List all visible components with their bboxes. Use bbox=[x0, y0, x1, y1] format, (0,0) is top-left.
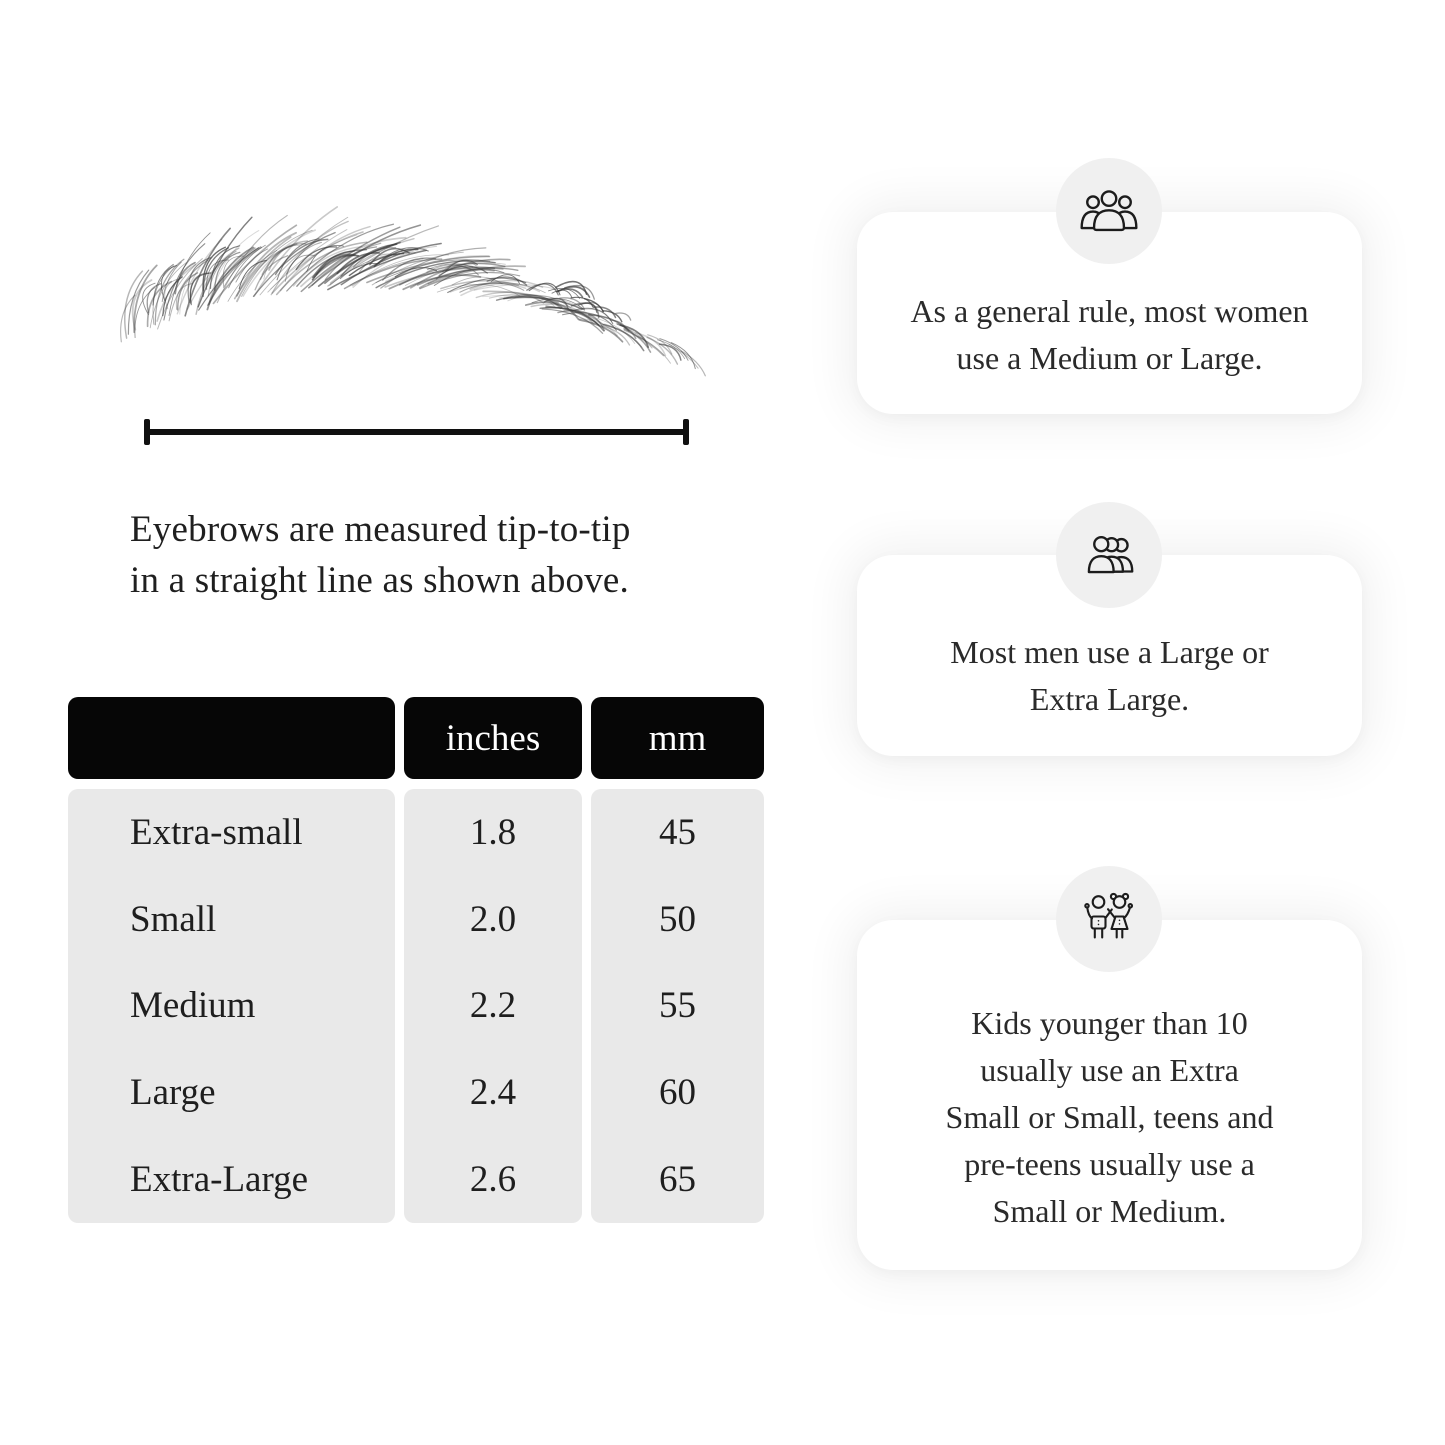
table-column-inches bbox=[404, 789, 582, 1223]
eyebrow-sketch bbox=[105, 238, 705, 396]
card-text-line: Small or Small, teens and bbox=[945, 1099, 1274, 1135]
table-cell: Medium bbox=[130, 985, 256, 1027]
table-cell: 1.8 bbox=[469, 811, 517, 853]
card-text-line: Kids younger than 10 bbox=[971, 1005, 1248, 1041]
caption-line: Eyebrows are measured tip-to-tip bbox=[130, 509, 631, 550]
table-header-inches: inches bbox=[404, 697, 582, 779]
table-header-row bbox=[68, 697, 764, 779]
table-body bbox=[68, 789, 764, 1223]
card-text-line: usually use an Extra bbox=[980, 1052, 1239, 1088]
caption-line: in a straight line as shown above. bbox=[130, 560, 630, 601]
table-header-mm: mm bbox=[591, 697, 764, 779]
table-cell: 45 bbox=[659, 811, 696, 853]
measure-cap-right bbox=[683, 419, 689, 445]
card-text-line: use a Medium or Large. bbox=[956, 340, 1263, 376]
table-cell: 50 bbox=[659, 898, 696, 940]
card-text-line: Small or Medium. bbox=[992, 1193, 1227, 1229]
measurement-line bbox=[146, 429, 687, 435]
card-text-line: Most men use a Large or bbox=[950, 634, 1269, 670]
size-table bbox=[68, 697, 764, 1223]
table-cell: 2.0 bbox=[469, 898, 517, 940]
table-cell: 65 bbox=[659, 1159, 696, 1201]
eyebrow-illustration bbox=[105, 238, 705, 396]
card-text-line: pre-teens usually use a bbox=[964, 1146, 1255, 1182]
table-cell: Small bbox=[130, 898, 217, 940]
table-column-sizes bbox=[68, 789, 395, 1223]
kids-icon bbox=[1056, 866, 1162, 972]
women-group-icon bbox=[1056, 158, 1162, 264]
table-cell: Extra-small bbox=[130, 811, 303, 853]
men-group-icon bbox=[1056, 502, 1162, 608]
table-cell: 2.4 bbox=[469, 1072, 517, 1114]
table-cell: Large bbox=[130, 1072, 216, 1114]
table-cell: 55 bbox=[659, 985, 696, 1027]
measurement-caption bbox=[130, 504, 770, 606]
table-header-size bbox=[68, 697, 395, 779]
info-card-kids bbox=[857, 920, 1362, 1270]
table-column-mm bbox=[591, 789, 764, 1223]
table-cell: 2.6 bbox=[469, 1159, 517, 1201]
table-cell: 2.2 bbox=[469, 985, 517, 1027]
table-cell: Extra-Large bbox=[130, 1159, 309, 1201]
card-text-line: As a general rule, most women bbox=[910, 293, 1309, 329]
table-cell: 60 bbox=[659, 1072, 696, 1114]
measure-cap-left bbox=[144, 419, 150, 445]
card-text-line: Extra Large. bbox=[1029, 681, 1190, 717]
